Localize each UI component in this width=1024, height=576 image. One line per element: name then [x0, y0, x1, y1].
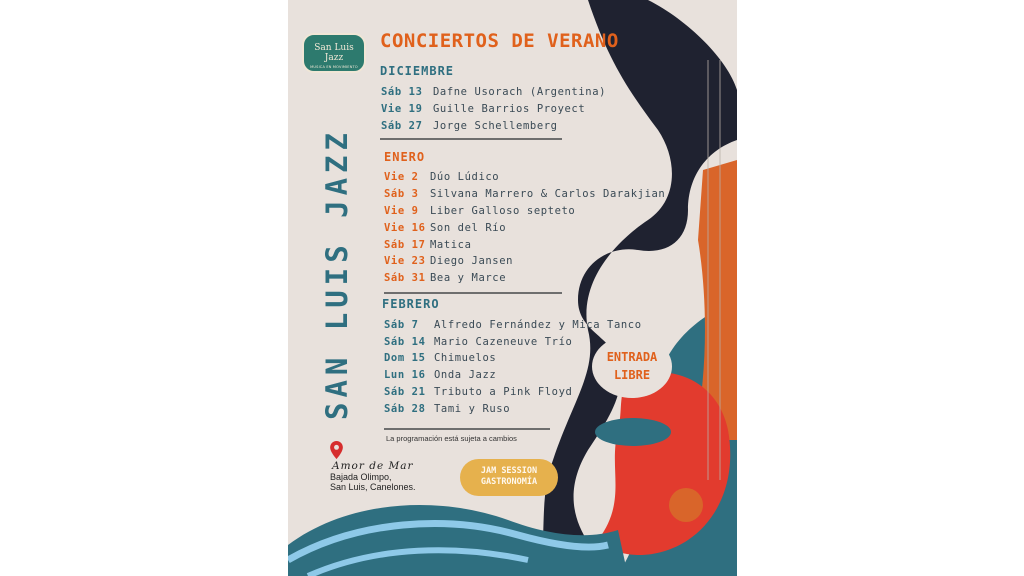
schedule-note: La programación está sujeta a cambios: [386, 434, 517, 443]
venue-address: [330, 472, 416, 492]
venue-address-line1: Bajada Olimpo,: [330, 472, 392, 482]
jam-session-badge: [460, 459, 558, 496]
event-row: Sáb 13 Dafne Usorach (Argentina): [381, 86, 607, 98]
venue-name: Amor de Mar: [332, 460, 414, 472]
month-enero: ENERO: [384, 150, 426, 164]
event-row: Sáb 27 Jorge Schellemberg: [381, 120, 558, 132]
divider: [384, 292, 562, 294]
teal-oval: [595, 418, 671, 446]
event-row: Sáb 7 Alfredo Fernández y Mica Tanco: [384, 319, 642, 331]
month-diciembre: DICIEMBRE: [380, 64, 455, 78]
vertical-title: SAN LUIS JAZZ: [320, 128, 354, 420]
location-pin-icon: [330, 441, 343, 459]
event-row: Vie 2 Dúo Lúdico: [384, 171, 500, 183]
event-row: Lun 16 Onda Jazz: [384, 369, 497, 381]
event-row: Vie 9 Liber Galloso septeto: [384, 205, 576, 217]
concert-poster: [288, 0, 737, 576]
jam-line2: GASTRONOMÍA: [480, 477, 538, 487]
event-row: Vie 23 Diego Jansen: [384, 255, 514, 267]
logo-title: San Luis Jazz: [314, 43, 354, 63]
event-row: Sáb 3 Silvana Marrero & Carlos Darakjian: [384, 188, 666, 200]
orange-dot: [669, 488, 703, 522]
event-row: Sáb 21 Tributo a Pink Floyd: [384, 386, 573, 398]
poster-title: CONCIERTOS DE VERANO: [380, 30, 619, 52]
divider: [380, 138, 562, 140]
event-row: Sáb 14 Mario Cazeneuve Trío: [384, 336, 573, 348]
month-febrero: FEBRERO: [382, 297, 440, 311]
event-row: Vie 16 Son del Río: [384, 222, 507, 234]
san-luis-jazz-logo: [302, 33, 366, 73]
event-row: Sáb 28 Tami y Ruso: [384, 403, 511, 415]
event-row: Dom 15 Chimuelos: [384, 352, 497, 364]
jam-line1: JAM SESSION: [480, 466, 538, 476]
logo-subtitle: MUSICA EN MOVIMIENTO: [310, 65, 358, 69]
entrada-libre-badge: [592, 335, 672, 398]
event-row: Sáb 17 Matica: [384, 239, 472, 251]
event-row: Sáb 31 Bea y Marce: [384, 272, 507, 284]
event-row: Vie 19 Guille Barrios Proyect: [381, 103, 586, 115]
entrada-line1: ENTRADA: [606, 350, 658, 364]
venue-address-line2: San Luis, Canelones.: [330, 482, 416, 492]
entrada-line2: LIBRE: [613, 368, 651, 382]
divider: [384, 428, 550, 430]
